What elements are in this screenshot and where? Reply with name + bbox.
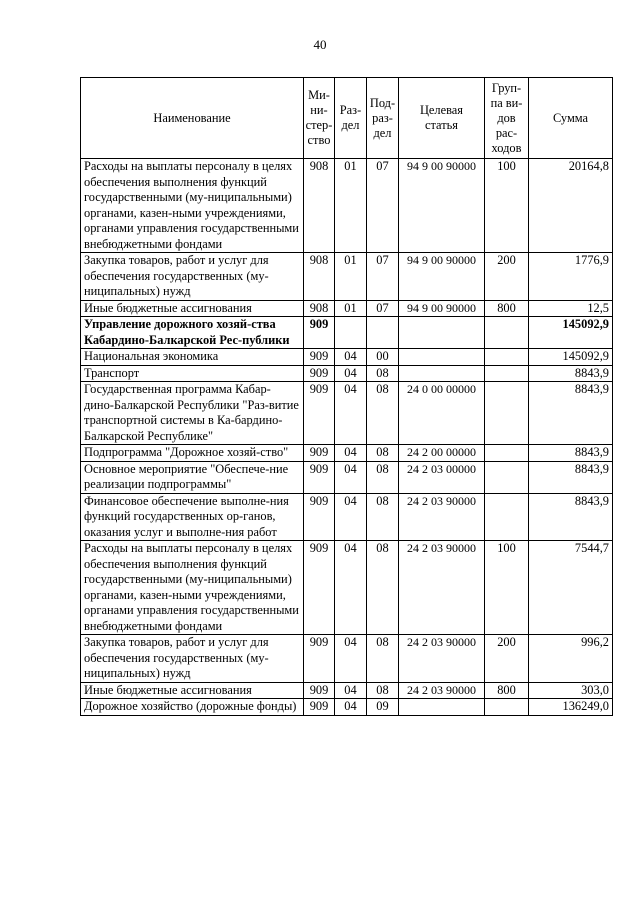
cell-target: 24 2 03 90000 bbox=[399, 493, 485, 541]
cell-section bbox=[335, 317, 367, 349]
table-row bbox=[81, 635, 613, 683]
cell-group bbox=[485, 365, 529, 382]
header-ministry: Ми- ни- стер- ство bbox=[304, 78, 335, 159]
cell-subsection: 07 bbox=[367, 253, 399, 301]
table-row bbox=[81, 365, 613, 382]
cell-ministry: 909 bbox=[304, 461, 335, 493]
table-row bbox=[81, 349, 613, 366]
cell-name: Закупка товаров, работ и услуг для обеспечения государственных (му-ниципальных) нужд bbox=[81, 635, 304, 683]
cell-group bbox=[485, 349, 529, 366]
cell-subsection: 08 bbox=[367, 493, 399, 541]
cell-ministry: 909 bbox=[304, 349, 335, 366]
cell-name: Дорожное хозяйство (дорожные фонды) bbox=[81, 699, 304, 716]
cell-subsection: 08 bbox=[367, 365, 399, 382]
cell-ministry: 908 bbox=[304, 159, 335, 253]
cell-group: 100 bbox=[485, 541, 529, 635]
cell-ministry: 909 bbox=[304, 317, 335, 349]
cell-ministry: 908 bbox=[304, 253, 335, 301]
cell-subsection: 07 bbox=[367, 300, 399, 317]
cell-name: Управление дорожного хозяй-ства Кабардино-Балкарской Рес-публики bbox=[81, 317, 304, 349]
cell-group: 800 bbox=[485, 682, 529, 699]
cell-name: Национальная экономика bbox=[81, 349, 304, 366]
cell-sum: 996,2 bbox=[529, 635, 613, 683]
cell-sum: 145092,9 bbox=[529, 317, 613, 349]
cell-name: Закупка товаров, работ и услуг для обеспечения государственных (му-ниципальных) нужд bbox=[81, 253, 304, 301]
cell-subsection: 08 bbox=[367, 461, 399, 493]
cell-group bbox=[485, 699, 529, 716]
cell-section: 04 bbox=[335, 461, 367, 493]
table-row bbox=[81, 300, 613, 317]
cell-group bbox=[485, 461, 529, 493]
cell-name: Иные бюджетные ассигнования bbox=[81, 682, 304, 699]
budget-table bbox=[80, 77, 613, 716]
cell-section: 04 bbox=[335, 365, 367, 382]
cell-sum: 7544,7 bbox=[529, 541, 613, 635]
table-row bbox=[81, 382, 613, 445]
cell-sum: 8843,9 bbox=[529, 461, 613, 493]
cell-subsection: 00 bbox=[367, 349, 399, 366]
cell-group: 200 bbox=[485, 253, 529, 301]
page-number: 40 bbox=[313, 37, 327, 52]
cell-name: Финансовое обеспечение выполне-ния функций государственных ор-ганов, оказания услуг и выполне-ния работ bbox=[81, 493, 304, 541]
cell-name: Основное мероприятие "Обеспече-ние реализации подпрограммы" bbox=[81, 461, 304, 493]
cell-target: 24 2 03 90000 bbox=[399, 635, 485, 683]
cell-sum: 303,0 bbox=[529, 682, 613, 699]
table-row bbox=[81, 159, 613, 253]
cell-group: 100 bbox=[485, 159, 529, 253]
cell-group: 800 bbox=[485, 300, 529, 317]
cell-ministry: 909 bbox=[304, 699, 335, 716]
table-body bbox=[81, 159, 613, 716]
table-row bbox=[81, 317, 613, 349]
cell-target: 24 2 00 00000 bbox=[399, 445, 485, 462]
cell-sum: 1776,9 bbox=[529, 253, 613, 301]
cell-ministry: 909 bbox=[304, 493, 335, 541]
cell-sum: 12,5 bbox=[529, 300, 613, 317]
cell-ministry: 909 bbox=[304, 365, 335, 382]
cell-target: 94 9 00 90000 bbox=[399, 253, 485, 301]
cell-group bbox=[485, 317, 529, 349]
cell-target: 24 0 00 00000 bbox=[399, 382, 485, 445]
cell-sum: 145092,9 bbox=[529, 349, 613, 366]
cell-sum: 20164,8 bbox=[529, 159, 613, 253]
cell-ministry: 909 bbox=[304, 445, 335, 462]
cell-name: Подпрограмма "Дорожное хозяй-ство" bbox=[81, 445, 304, 462]
cell-section: 01 bbox=[335, 300, 367, 317]
cell-section: 04 bbox=[335, 699, 367, 716]
cell-sum: 8843,9 bbox=[529, 365, 613, 382]
table-row bbox=[81, 461, 613, 493]
cell-section: 04 bbox=[335, 349, 367, 366]
cell-subsection: 08 bbox=[367, 682, 399, 699]
table-header-row bbox=[81, 78, 613, 159]
cell-sum: 8843,9 bbox=[529, 445, 613, 462]
cell-group bbox=[485, 445, 529, 462]
cell-section: 04 bbox=[335, 541, 367, 635]
cell-sum: 8843,9 bbox=[529, 493, 613, 541]
cell-target bbox=[399, 317, 485, 349]
cell-target: 24 2 03 90000 bbox=[399, 682, 485, 699]
cell-ministry: 909 bbox=[304, 682, 335, 699]
table-row bbox=[81, 541, 613, 635]
cell-subsection: 08 bbox=[367, 541, 399, 635]
cell-target: 94 9 00 90000 bbox=[399, 159, 485, 253]
cell-group: 200 bbox=[485, 635, 529, 683]
cell-ministry: 909 bbox=[304, 635, 335, 683]
cell-name: Транспорт bbox=[81, 365, 304, 382]
cell-section: 01 bbox=[335, 159, 367, 253]
cell-sum: 136249,0 bbox=[529, 699, 613, 716]
cell-subsection: 08 bbox=[367, 635, 399, 683]
cell-section: 04 bbox=[335, 445, 367, 462]
cell-ministry: 909 bbox=[304, 541, 335, 635]
header-section: Раз- дел bbox=[335, 78, 367, 159]
cell-name: Государственная программа Кабар-дино-Балкарской Республики "Раз-витие транспортной системы в Ка-бардино-Балкарской Республике" bbox=[81, 382, 304, 445]
cell-section: 04 bbox=[335, 382, 367, 445]
table-row bbox=[81, 253, 613, 301]
cell-group bbox=[485, 382, 529, 445]
header-subsection: Под- раз- дел bbox=[367, 78, 399, 159]
cell-subsection: 08 bbox=[367, 445, 399, 462]
cell-ministry: 908 bbox=[304, 300, 335, 317]
cell-target bbox=[399, 365, 485, 382]
table-row bbox=[81, 682, 613, 699]
cell-subsection bbox=[367, 317, 399, 349]
cell-target: 24 2 03 90000 bbox=[399, 541, 485, 635]
cell-name: Расходы на выплаты персоналу в целях обеспечения выполнения функций государственными (му-ниципальными) органами, казен-ными учреждениями, органами управления государственными внебюджетными фондами bbox=[81, 541, 304, 635]
cell-subsection: 07 bbox=[367, 159, 399, 253]
cell-section: 04 bbox=[335, 493, 367, 541]
cell-section: 04 bbox=[335, 682, 367, 699]
cell-subsection: 09 bbox=[367, 699, 399, 716]
table-row bbox=[81, 445, 613, 462]
cell-target: 94 9 00 90000 bbox=[399, 300, 485, 317]
cell-sum: 8843,9 bbox=[529, 382, 613, 445]
header-group: Груп- па ви- дов рас- ходов bbox=[485, 78, 529, 159]
cell-target: 24 2 03 00000 bbox=[399, 461, 485, 493]
cell-section: 01 bbox=[335, 253, 367, 301]
cell-subsection: 08 bbox=[367, 382, 399, 445]
header-name: Наименование bbox=[81, 78, 304, 159]
cell-target bbox=[399, 349, 485, 366]
cell-section: 04 bbox=[335, 635, 367, 683]
header-target: Целевая статья bbox=[399, 78, 485, 159]
table-row bbox=[81, 493, 613, 541]
header-sum: Сумма bbox=[529, 78, 613, 159]
cell-target bbox=[399, 699, 485, 716]
cell-ministry: 909 bbox=[304, 382, 335, 445]
cell-name: Иные бюджетные ассигнования bbox=[81, 300, 304, 317]
cell-group bbox=[485, 493, 529, 541]
table-row bbox=[81, 699, 613, 716]
cell-name: Расходы на выплаты персоналу в целях обеспечения выполнения функций государственными (му-ниципальными) органами, казен-ными учреждениями, органами управления государственными внебюджетными фондами bbox=[81, 159, 304, 253]
